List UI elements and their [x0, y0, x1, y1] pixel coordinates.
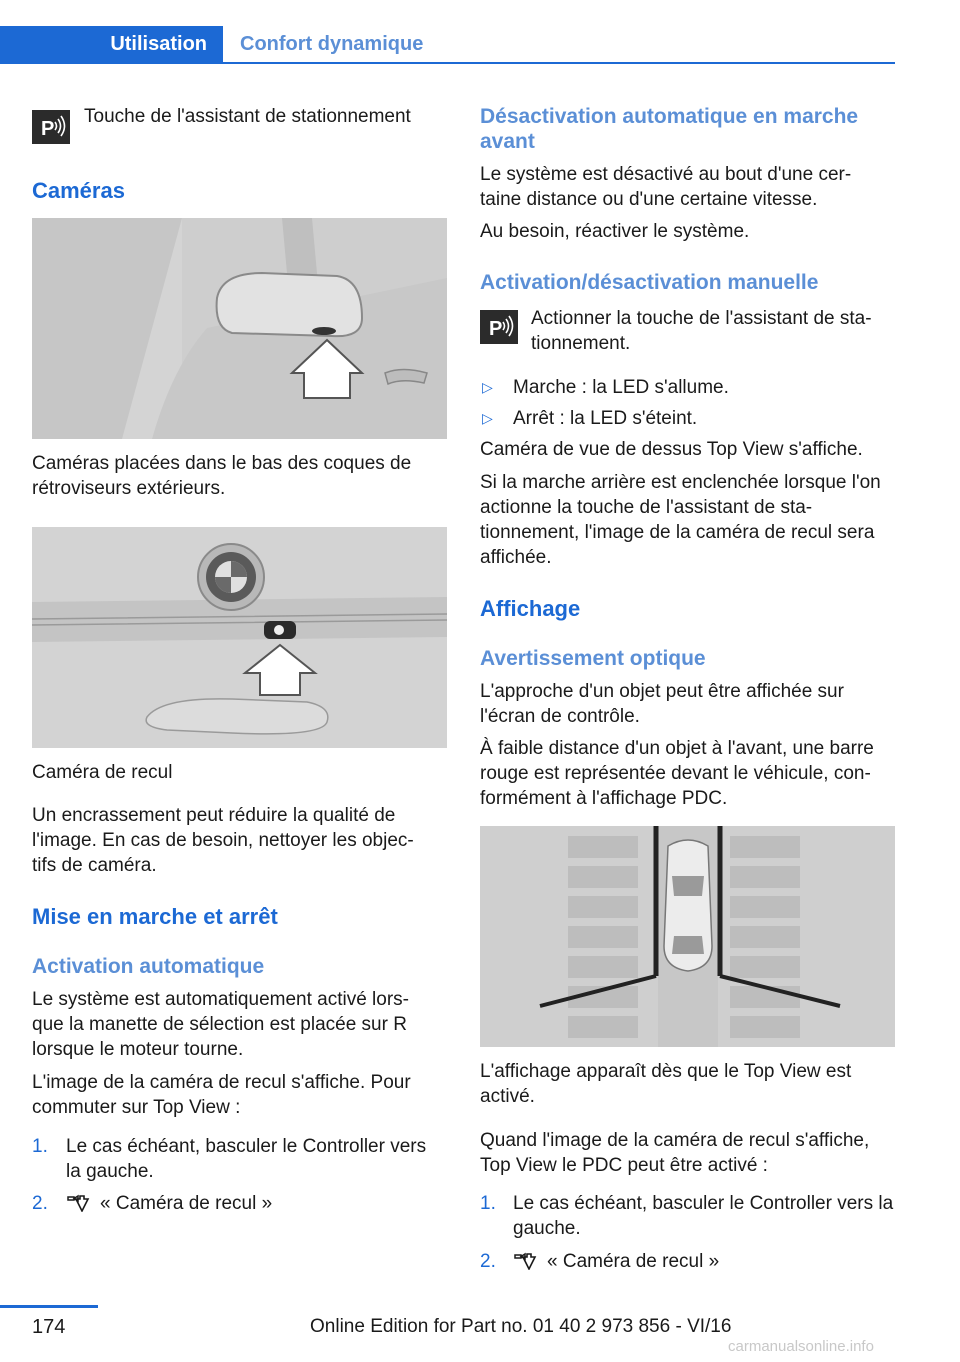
para-reactivate: Au besoin, réactiver le système. — [480, 221, 750, 242]
right-step-2-label: « Caméra de recul » — [547, 1251, 720, 1272]
left-step-2 — [66, 1191, 446, 1216]
right-step-1: Le cas échéant, basculer le Controller vers la gauche. — [513, 1193, 894, 1239]
heading-auto: Activation automatique — [32, 955, 265, 978]
camera-icon — [66, 1192, 90, 1212]
tab-utilisation[interactable]: Utilisation — [0, 26, 223, 62]
watermark: carmanualsonline.info — [728, 1338, 874, 1355]
para-clean: Un encrassement peut réduire la qualité de l'image. En cas de besoin, nettoyer les objec- tifs de caméra. — [32, 805, 414, 876]
right-step-2-num: 2. — [480, 1251, 496, 1272]
header-tabbar — [0, 26, 895, 64]
right-step-2 — [513, 1249, 898, 1274]
left-step-1-num: 1. — [32, 1136, 48, 1157]
mirror-camera-image — [32, 218, 447, 439]
rear-camera-image — [32, 527, 447, 748]
heading-warning: Avertissement optique — [480, 647, 706, 670]
triangle-bullet-icon: ▷ — [482, 410, 493, 426]
park-key-label: Touche de l'assistant de stationnement — [84, 106, 411, 127]
para-reverse: Si la marche arrière est enclenchée lorsque l'on actionne la touche de l'assistant de sta- tionnement, l'image de la caméra de recul sera affichée. — [480, 472, 881, 568]
heading-deactivation: Désactivation automatique en marche avant — [480, 105, 859, 153]
left-step-1: Le cas échéant, basculer le Controller vers la gauche. — [66, 1136, 427, 1182]
tab-confort-dynamique[interactable]: Confort dynamique — [240, 33, 424, 55]
para-auto: Le système est automatiquement activé lors- que la manette de sélection est placée sur R lorsque le moteur tourne. — [32, 989, 410, 1060]
heading-cameras: Caméras — [32, 178, 125, 203]
para-topview: Caméra de vue de dessus Top View s'affiche. — [480, 439, 863, 460]
triangle-bullet-icon: ▷ — [482, 379, 493, 395]
right-step-1-num: 1. — [480, 1193, 496, 1214]
heading-onoff: Mise en marche et arrêt — [32, 904, 278, 929]
caption-rear: Caméra de recul — [32, 762, 173, 783]
svg-text:P: P — [41, 118, 55, 140]
para-image: L'image de la caméra de recul s'affiche. Pour commuter sur Top View : — [32, 1072, 411, 1118]
para-warning1: L'approche d'un objet peut être affichée sur l'écran de contrôle. — [480, 681, 844, 727]
bullet-off: Arrêt : la LED s'éteint. — [513, 408, 698, 429]
topview-display-image — [480, 826, 895, 1047]
para-deact: Le système est désactivé au bout d'une cer- taine distance ou d'une certaine vitesse. — [480, 164, 852, 210]
caption-mirror: Caméras placées dans le bas des coques de rétroviseurs extérieurs. — [32, 453, 412, 499]
para-warning2: À faible distance d'un objet à l'avant, une barre rouge est représentée devant le véhicule, con- formément à l'affichage PDC. — [480, 738, 874, 809]
caption-display: L'affichage apparaît dès que le Top View est activé. — [480, 1061, 852, 1107]
camera-icon — [513, 1250, 537, 1270]
para-pdc: Quand l'image de la caméra de recul s'affiche, Top View le PDC peut être activé : — [480, 1130, 870, 1176]
svg-text:P: P — [489, 318, 503, 340]
para-manual: Actionner la touche de l'assistant de sta- tionnement. — [531, 308, 872, 354]
heading-display: Affichage — [480, 596, 581, 621]
left-step-2-label: « Caméra de recul » — [100, 1193, 273, 1214]
heading-manual: Activation/désactivation manuelle — [480, 271, 819, 294]
parking-assistant-icon-2 — [480, 310, 518, 344]
edition-text: Online Edition for Part no. 01 40 2 973 856 - VI/16 — [310, 1316, 732, 1337]
footer-accent-line — [0, 1305, 98, 1308]
page-number: 174 — [32, 1316, 66, 1338]
bullet-on: Marche : la LED s'allume. — [513, 377, 729, 398]
parking-assistant-icon — [32, 110, 70, 144]
left-step-2-num: 2. — [32, 1193, 48, 1214]
